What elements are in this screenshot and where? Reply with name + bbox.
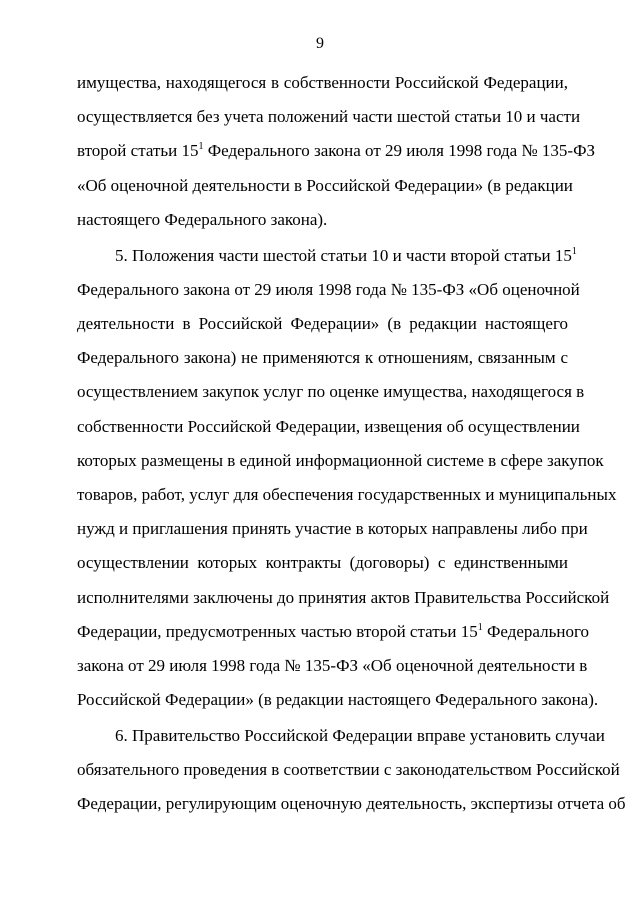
text-line [77,615,590,649]
text-fragment: 5. Положения части шестой статьи 10 и части второй статьи 15 [115,245,572,265]
text-line: настоящего Федерального закона). [77,209,328,229]
text-line: осуществлении которых контракты (договоры) с единственными [77,553,568,573]
page-number: 9 [316,35,324,52]
document-body [77,66,626,822]
text-line: Российской Федерации» (в редакции настоящего Федерального закона). [77,690,599,710]
text-fragment: второй статьи 15 [77,141,199,161]
text-line: собственности Российской Федерации, извещения об осуществлении [77,416,580,436]
text-line: закона от 29 июля 1998 года № 135-ФЗ «Об оценочной деятельности в [77,655,588,675]
paragraph-start-line: 6. Правительство Российской Федерации вправе установить случаи [115,725,605,745]
text-line: Федерального закона) не применяются к отношениям, связанным с [77,348,568,368]
superscript: 1 [571,245,577,257]
superscript: 1 [477,621,483,633]
paragraph-start-line [77,239,577,273]
text-line: осуществляется без учета положений части шестой статьи 10 и части [77,107,581,127]
text-line: нужд и приглашения принять участие в которых направлены либо при [77,519,588,539]
text-line: товаров, работ, услуг для обеспечения государственных и муниципальных [77,484,617,504]
text-line: Федерального закона от 29 июля 1998 года № 135-ФЗ «Об оценочной [77,279,580,299]
text-fragment: Федерации, предусмотренных частью второй статьи 15 [77,621,478,641]
text-line: имущества, находящегося в собственности Российской Федерации, [77,73,568,92]
superscript: 1 [198,141,204,153]
text-line: осуществлением закупок услуг по оценке имущества, находящегося в [77,382,585,402]
text-fragment: Федерального закона от 29 июля 1998 года № 135-ФЗ [203,141,596,161]
text-line: деятельности в Российской Федерации» (в редакции настоящего [77,314,568,333]
text-line: обязательного проведения в соответствии с законодательством Российской [77,760,620,780]
text-line: исполнителями заключены до принятия актов Правительства Российской [77,587,610,607]
text-line [77,134,596,168]
text-line: которых размещены в единой информационной системе в сфере закупок [77,450,604,470]
text-line: Федерации, регулирующим оценочную деятельность, экспертизы отчета об [77,794,626,814]
text-line: «Об оценочной деятельности в Российской Федерации» (в редакции [77,175,573,195]
text-fragment: Федерального [482,621,590,641]
